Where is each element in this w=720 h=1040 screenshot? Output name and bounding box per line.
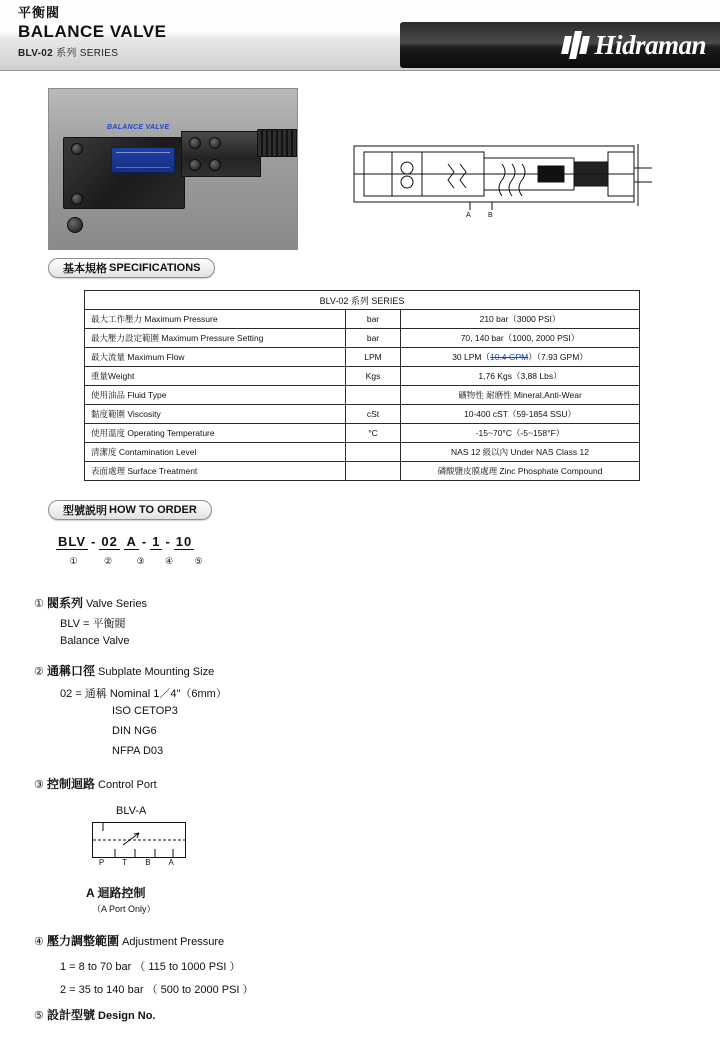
product-photo — [48, 88, 298, 250]
order-code-part-1: BLV — [58, 534, 87, 549]
spec-value: 磷酸鹽皮膜處理 Zinc Phosphate Compound — [401, 462, 640, 481]
spec-unit: bar — [346, 310, 401, 329]
hydraulic-symbol-svg — [93, 823, 185, 857]
symbol-port-labels — [92, 858, 184, 867]
spec-unit: cSt — [346, 405, 401, 424]
code-dash: - — [91, 534, 97, 549]
symbol-title: BLV-A — [116, 805, 147, 817]
spec-label: 最大工作壓力 Maximum Pressure — [85, 310, 346, 329]
spec-value: -15~70°C（-5~158°F） — [401, 424, 640, 443]
order-code-markers — [60, 556, 212, 567]
spec-label: 重量Weight — [85, 367, 346, 386]
note-3-cn: 控制迴路 — [46, 777, 95, 791]
spec-label: 清潔度 Contamination Level — [85, 443, 346, 462]
valve-nameplate — [111, 147, 175, 173]
note-5-en: Design No. — [98, 1010, 156, 1022]
spec-label: 使用溫度 Operating Temperature — [85, 424, 346, 443]
table-row — [85, 348, 640, 367]
note-4-cn: 壓力調整範圍 — [46, 934, 119, 948]
spec-unit: bar — [346, 329, 401, 348]
spec-unit: Kgs — [346, 367, 401, 386]
note-2 — [34, 662, 214, 679]
brand-logo — [400, 22, 720, 68]
svg-text:B: B — [488, 212, 493, 218]
table-row — [85, 310, 640, 329]
note-5-cn: 設計型號 — [46, 1008, 95, 1022]
bolt-icon — [71, 143, 83, 155]
spec-banner-en: SPECIFICATIONS — [109, 262, 201, 274]
order-code-part-3: A — [126, 534, 137, 549]
hydraulic-symbol — [92, 822, 186, 858]
header-titles — [18, 5, 167, 59]
bolt-icon — [189, 137, 201, 149]
order-banner-en: HOW TO ORDER — [109, 504, 197, 516]
model-code: BLV-02 — [18, 48, 53, 59]
note-1-cn: 閥系列 — [46, 596, 83, 610]
specifications-table — [84, 290, 640, 481]
port-label-a: A — [168, 858, 175, 867]
note-4-line-1: 1 = 8 to 70 bar （ 115 to 1000 PSI ） — [60, 961, 241, 973]
spec-value: 210 bar（3000 PSI） — [401, 310, 640, 329]
flow-value-prefix: 30 LPM（ — [452, 352, 490, 362]
table-row — [85, 462, 640, 481]
series-cn: 系列 — [56, 48, 77, 59]
table-row — [85, 443, 640, 462]
note-4-en: Adjustment Pressure — [122, 936, 225, 948]
logo-mark-icon — [563, 31, 588, 59]
bolt-icon — [209, 137, 221, 149]
note-2-line-2: ISO CETOP3 — [112, 705, 178, 717]
table-row — [85, 424, 640, 443]
spec-unit: °C — [346, 424, 401, 443]
note-3-line-1: A 迴路控制 — [86, 886, 146, 900]
spec-label: 最大壓力設定範圍 Maximum Pressure Setting — [85, 329, 346, 348]
note-3-num: ③ — [34, 779, 44, 791]
spec-value: 70, 140 bar（1000, 2000 PSI） — [401, 329, 640, 348]
port-label-b: B — [145, 858, 152, 867]
spec-value: 10-400 cST（59-1854 SSU） — [401, 405, 640, 424]
spec-value: 1,76 Kgs（3,88 Lbs） — [401, 367, 640, 386]
marker-3: ③ — [136, 556, 146, 566]
bolt-icon — [71, 193, 83, 205]
spec-unit — [346, 462, 401, 481]
code-dash: - — [165, 534, 171, 549]
table-title-row — [85, 291, 640, 310]
title-series — [18, 44, 167, 59]
port-label-t: T — [122, 858, 129, 867]
spec-unit: LPM — [346, 348, 401, 367]
bolt-icon — [209, 159, 221, 171]
how-to-order-banner — [48, 500, 212, 520]
spec-label: 最大流量 Maximum Flow — [85, 348, 346, 367]
flow-value-suffix: ）（7.93 GPM） — [528, 352, 588, 362]
note-1-line-1: BLV = 平衡閥 — [60, 618, 126, 630]
port-icon — [67, 217, 83, 233]
flow-value-strikethrough: 10.4 GPM — [489, 352, 529, 362]
note-4-num: ④ — [34, 936, 44, 948]
note-1-num: ① — [34, 598, 44, 610]
title-english: BALANCE VALVE — [18, 22, 167, 41]
spec-table-title: BLV-02 系列 SERIES — [85, 291, 640, 310]
port-label-p: P — [98, 858, 106, 867]
note-1-line-2: Balance Valve — [60, 635, 130, 647]
title-chinese: 平衡閥 — [18, 5, 61, 20]
note-2-cn: 通稱口徑 — [46, 664, 95, 678]
note-2-line-3: DIN NG6 — [112, 725, 157, 737]
svg-text:A: A — [466, 212, 471, 218]
note-2-en: Subplate Mounting Size — [98, 666, 215, 678]
note-1 — [34, 594, 147, 611]
table-row — [85, 386, 640, 405]
note-3 — [34, 775, 157, 792]
order-code-part-4: 1 — [152, 534, 161, 549]
spec-unit — [346, 443, 401, 462]
spec-label: 使用油品 Fluid Type — [85, 386, 346, 405]
spec-banner-cn: 基本規格 — [63, 263, 107, 275]
sectional-drawing-svg — [352, 138, 682, 218]
spec-value — [401, 348, 640, 367]
photo-caption: BALANCE VALVE — [107, 124, 170, 131]
order-code-part-2: 02 — [101, 534, 118, 549]
note-2-num: ② — [34, 666, 44, 678]
note-2-line-4: NFPA D03 — [112, 745, 164, 757]
table-row — [85, 367, 640, 386]
page-header — [0, 0, 720, 71]
note-2-line-1: 02 = 通稱 Nominal 1／4"（6mm） — [60, 688, 227, 700]
table-row — [85, 329, 640, 348]
specifications-banner — [48, 258, 215, 278]
code-dash: - — [141, 534, 148, 549]
note-3-line-2: （A Port Only） — [92, 904, 156, 914]
table-row — [85, 405, 640, 424]
order-code — [56, 534, 194, 549]
order-code-part-5: 10 — [175, 534, 193, 549]
brand-name: Hidraman — [594, 29, 706, 60]
bolt-icon — [189, 159, 201, 171]
valve-adjust-cap-shape — [257, 129, 298, 157]
sectional-drawing — [352, 138, 682, 218]
spec-value: NAS 12 級以內 Under NAS Class 12 — [401, 443, 640, 462]
note-5 — [34, 1006, 155, 1023]
series-en: SERIES — [79, 48, 119, 59]
spec-value: 礦物性 耐磨性 Mineral,Anti-Wear — [401, 386, 640, 405]
note-1-en: Valve Series — [86, 598, 147, 610]
note-5-num: ⑤ — [34, 1010, 44, 1022]
marker-4: ④ — [165, 556, 175, 566]
spec-unit — [346, 386, 401, 405]
marker-1: ① — [69, 556, 79, 566]
spec-label: 黏度範圍 Viscosity — [85, 405, 346, 424]
note-4-line-2: 2 = 35 to 140 bar （ 500 to 2000 PSI ） — [60, 984, 254, 996]
note-4 — [34, 932, 224, 949]
marker-2: ② — [103, 556, 114, 566]
marker-5: ⑤ — [194, 556, 204, 566]
order-banner-cn: 型號説明 — [63, 505, 107, 517]
spec-label: 表面處理 Surface Treatment — [85, 462, 346, 481]
note-3-en: Control Port — [98, 779, 157, 791]
